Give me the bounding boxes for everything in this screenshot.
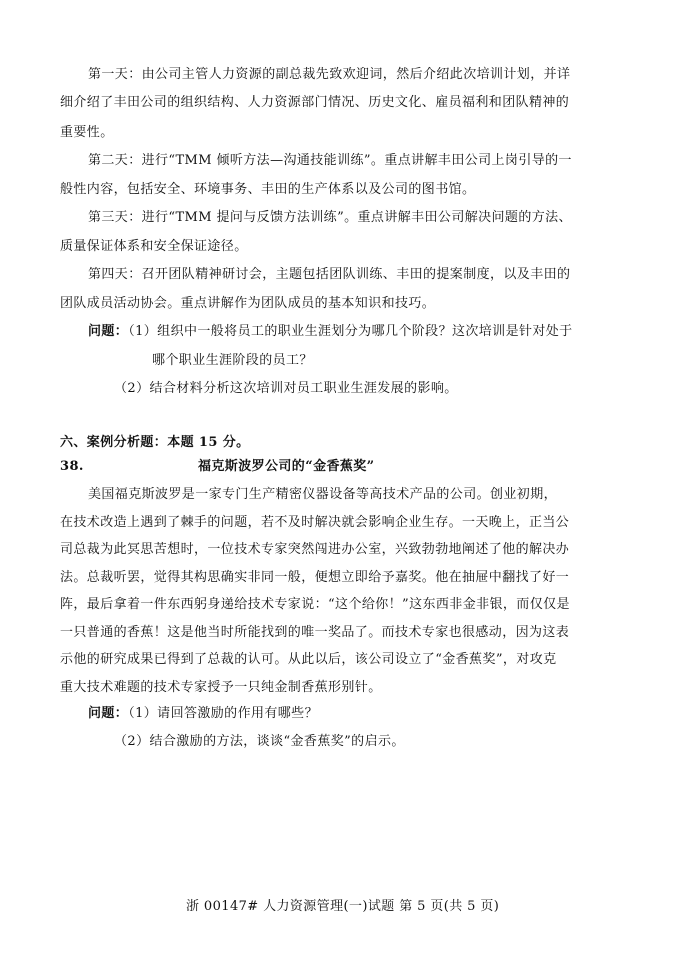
case-line: 法。总裁听罢，觉得其构思确实非同一般，便想立即给予嘉奖。他在抽屉中翻找了好一 [60,570,570,585]
case-title: 福克斯波罗公司的“金香蕉奖” [198,459,375,474]
question-text: （1）请回答激励的作用有哪些？ [128,706,318,721]
material-line: 般性内容，包括安全、环境事务、丰田的生产体系以及公司的图书馆。 [60,182,476,197]
case-line: 示他的研究成果已得到了总裁的认可。从此以后，该公司设立了“金香蕉奖”，对攻克 [60,652,557,667]
question-label: 问题： [88,706,129,721]
case-question-block [88,705,318,723]
material-line: 第四天：召开团队精神研讨会，主题包括团队训练、丰田的提案制度，以及丰田的 [88,267,571,282]
question-block-1 [88,323,573,341]
page-footer: 浙 00147# 人力资源管理(一)试题 第 5 页(共 5 页) [186,899,500,914]
question-text: （2）结合材料分析这次培训对员工职业生涯发展的影响。 [114,381,458,396]
question-text: （1）组织中一般将员工的职业生涯划分为哪几个阶段？这次培训是针对处于 [128,324,573,339]
question-text: （2）结合激励的方法，谈谈“金香蕉奖”的启示。 [114,734,405,749]
material-line: 细介绍了丰田公司的组织结构、人力资源部门情况、历史文化、雇员福利和团队精神的 [60,95,570,110]
case-line: 司总裁为此冥思苦想时，一位技术专家突然闯进办公室，兴致勃勃地阐述了他的解决办 [60,542,570,557]
case-line: 阵，最后拿着一件东西躬身递给技术专家说：“这个给你！”这东西非金非银，而仅仅是 [60,597,570,612]
case-line: 一只普通的香蕉！这是他当时所能找到的唯一奖品了。而技术专家也很感动，因为这表 [60,625,570,640]
question-number: 38. [60,459,84,474]
case-line: 重大技术难题的技术专家授予一只纯金制香蕉形别针。 [60,680,382,695]
section-heading: 六、案例分析题：本题 15 分。 [60,435,250,450]
question-text: 哪个职业生涯阶段的员工？ [152,353,313,368]
question-label: 问题： [88,324,129,339]
material-line: 第一天：由公司主管人力资源的副总裁先致欢迎词，然后介绍此次培训计划，并详 [88,67,571,82]
material-line: 团队成员活动协会。重点讲解作为团队成员的基本知识和技巧。 [60,296,436,311]
material-line: 重要性。 [60,125,114,140]
material-line: 第二天：进行“TMM 倾听方法—沟通技能训练”。重点讲解丰田公司上岗引导的一 [88,153,572,168]
case-line: 美国福克斯波罗是一家专门生产精密仪器设备等高技术产品的公司。创业初期， [88,487,558,502]
material-line: 质量保证体系和安全保证途径。 [60,239,248,254]
case-line: 在技术改造上遇到了棘手的问题，若不及时解决就会影响企业生存。一天晚上，正当公 [60,515,570,530]
material-line: 第三天：进行“TMM 提问与反馈方法训练”。重点讲解丰田公司解决问题的方法、 [88,210,572,225]
